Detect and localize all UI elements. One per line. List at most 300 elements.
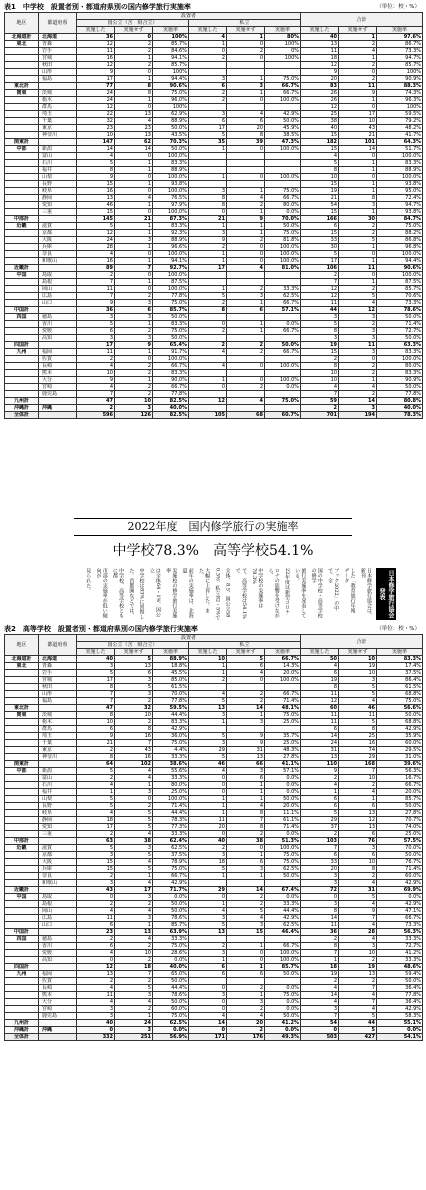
value-cell: 75.0%	[153, 300, 189, 307]
table2-header-not-done: 実施せず	[339, 649, 377, 656]
prefecture-cell: 鳥取	[39, 894, 77, 901]
value-cell: 2	[339, 391, 377, 398]
value-cell: 12	[77, 41, 115, 48]
value-cell: 100.0%	[265, 363, 301, 370]
area-cell	[5, 915, 39, 922]
value-cell: 42.9%	[377, 1006, 423, 1013]
value-cell: 0.0%	[153, 894, 189, 901]
value-cell: 7	[301, 1013, 339, 1020]
prefecture-cell: 長崎	[39, 985, 77, 992]
value-cell: 86.7%	[377, 41, 423, 48]
value-cell: 2	[115, 803, 153, 810]
value-cell: 0	[115, 104, 153, 111]
value-cell	[265, 391, 301, 398]
prefecture-cell: 滋賀	[39, 845, 77, 852]
value-cell: 71.4%	[153, 803, 189, 810]
value-cell: 4	[227, 195, 265, 202]
value-cell: 100.0%	[153, 356, 189, 363]
value-cell: 1	[115, 97, 153, 104]
area-cell: 中国計	[5, 929, 39, 936]
value-cell: 17	[301, 258, 339, 265]
value-cell: 14	[227, 705, 265, 712]
prefecture-cell	[39, 838, 77, 845]
value-cell	[227, 391, 265, 398]
value-cell: 4	[339, 48, 377, 55]
value-cell: 1	[115, 167, 153, 174]
value-cell: 90.6%	[153, 83, 189, 90]
value-cell: 3	[301, 901, 339, 908]
value-cell: 3	[227, 719, 265, 726]
value-cell: 83.3%	[377, 656, 423, 663]
table1-header-done: 実施した	[301, 27, 339, 34]
value-cell: 9	[227, 216, 265, 223]
value-cell: 88.9%	[153, 237, 189, 244]
value-cell: 2	[115, 978, 153, 985]
value-cell: 100.0%	[153, 174, 189, 181]
value-cell	[227, 69, 265, 76]
value-cell: 2	[189, 90, 227, 97]
value-cell: 4	[189, 1013, 227, 1020]
table2-body	[5, 656, 423, 1041]
value-cell: 40	[77, 656, 115, 663]
value-cell: 0.0%	[377, 894, 423, 901]
value-cell: 102	[115, 761, 153, 768]
value-cell: 4	[227, 265, 265, 272]
value-cell: 50.0%	[377, 978, 423, 985]
prefecture-cell: 京都	[39, 852, 77, 859]
table-row	[5, 957, 423, 964]
area-cell	[5, 286, 39, 293]
value-cell: 3	[227, 768, 265, 775]
value-cell: 45.5%	[153, 670, 189, 677]
value-cell: 66.7%	[153, 873, 189, 880]
value-cell: 100.0%	[153, 286, 189, 293]
value-cell: 59	[301, 398, 339, 405]
area-cell: 九州	[5, 349, 39, 356]
value-cell: 3	[189, 111, 227, 118]
value-cell: 0.0%	[265, 1006, 301, 1013]
value-cell: 44	[339, 1020, 377, 1027]
value-cell: 5	[115, 656, 153, 663]
table1-header-rate: 実施率	[265, 27, 301, 34]
value-cell: 103	[301, 838, 339, 845]
value-cell: 11	[189, 817, 227, 824]
value-cell: 25.0%	[377, 831, 423, 838]
prefecture-cell: 茨城	[39, 90, 77, 97]
area-cell	[5, 328, 39, 335]
value-cell: 76.5%	[153, 195, 189, 202]
value-cell: 46	[189, 761, 227, 768]
table-row	[5, 90, 423, 97]
value-cell: 40	[301, 125, 339, 132]
value-cell: 85.7%	[377, 796, 423, 803]
area-cell	[5, 852, 39, 859]
value-cell: 20	[227, 1020, 265, 1027]
value-cell: 2	[227, 985, 265, 992]
value-cell: 44.4%	[265, 908, 301, 915]
table-row	[5, 1013, 423, 1020]
article-text-column: 22年度は新型コロナ	[283, 568, 290, 615]
value-cell: 1	[339, 55, 377, 62]
table-row	[5, 104, 423, 111]
value-cell: 11	[339, 712, 377, 719]
value-cell: 5	[339, 293, 377, 300]
value-cell: 8	[77, 684, 115, 691]
value-cell: 0	[115, 34, 153, 41]
value-cell: 24	[77, 237, 115, 244]
table-row	[5, 41, 423, 48]
value-cell: 33	[301, 237, 339, 244]
value-cell: 0	[115, 174, 153, 181]
article-text-column: は全体64・1%、国公立	[148, 568, 161, 618]
article-text-column: 中学校、高等学校ともに都	[111, 568, 125, 618]
area-cell: 東北	[5, 41, 39, 48]
area-cell	[5, 1006, 39, 1013]
value-cell: 6	[77, 922, 115, 929]
area-cell	[5, 803, 39, 810]
value-cell: 100.0%	[265, 957, 301, 964]
value-cell: 68.8%	[377, 691, 423, 698]
prefecture-cell: 兵庫	[39, 244, 77, 251]
table-row	[5, 915, 423, 922]
area-cell	[5, 111, 39, 118]
value-cell: 93.8%	[377, 209, 423, 216]
value-cell: 0	[339, 69, 377, 76]
value-cell: 66	[227, 761, 265, 768]
value-cell: 11	[301, 48, 339, 55]
value-cell: 90.6%	[377, 265, 423, 272]
table-row	[5, 349, 423, 356]
prefecture-cell: 三重	[39, 209, 77, 216]
value-cell: 40.0%	[377, 405, 423, 412]
value-cell: 12	[77, 230, 115, 237]
value-cell: 85.7%	[153, 62, 189, 69]
value-cell: 13	[189, 929, 227, 936]
area-cell: 九州計	[5, 398, 39, 405]
table-row	[5, 335, 423, 342]
value-cell: 66.7%	[377, 782, 423, 789]
value-cell: 60.0%	[377, 740, 423, 747]
table1-title	[4, 2, 422, 12]
prefecture-cell: 福島	[39, 76, 77, 83]
article-text-column: 旅行実施率を発表している。	[294, 568, 307, 618]
value-cell: 2	[115, 698, 153, 705]
value-cell: 13	[189, 705, 227, 712]
value-cell: 50.0%	[377, 852, 423, 859]
value-cell: 94.4%	[153, 76, 189, 83]
value-cell: 9	[301, 69, 339, 76]
value-cell: 3	[339, 943, 377, 950]
value-cell: 10	[77, 132, 115, 139]
value-cell: 62.5%	[265, 293, 301, 300]
value-cell: 37.5%	[153, 852, 189, 859]
value-cell: 7	[339, 999, 377, 1006]
value-cell: 83.3%	[153, 370, 189, 377]
area-cell	[5, 384, 39, 391]
prefecture-cell	[39, 929, 77, 936]
prefecture-cell: 千葉	[39, 118, 77, 125]
value-cell: 100.0%	[153, 153, 189, 160]
value-cell: 3	[115, 237, 153, 244]
value-cell: 9	[77, 69, 115, 76]
value-cell: 66.7%	[265, 349, 301, 356]
value-cell: 2	[189, 244, 227, 251]
value-cell: 251	[115, 1034, 153, 1041]
value-cell: 2	[77, 272, 115, 279]
value-cell: 100.0%	[265, 174, 301, 181]
value-cell: 1	[115, 873, 153, 880]
table-row	[5, 223, 423, 230]
article-body	[56, 568, 396, 620]
value-cell: 11	[339, 265, 377, 272]
value-cell: 4	[189, 363, 227, 370]
value-cell: 4	[115, 768, 153, 775]
value-cell	[227, 167, 265, 174]
value-cell: 96.8%	[377, 244, 423, 251]
value-cell: 7	[301, 950, 339, 957]
prefecture-cell: 徳島	[39, 936, 77, 943]
value-cell	[265, 153, 301, 160]
table-row	[5, 747, 423, 754]
value-cell: 83.3%	[153, 321, 189, 328]
table-row	[5, 803, 423, 810]
value-cell: 90.0%	[153, 377, 189, 384]
value-cell: 14	[301, 915, 339, 922]
value-cell: 75.0%	[153, 1013, 189, 1020]
table-row	[5, 684, 423, 691]
prefecture-cell: 和歌山	[39, 880, 77, 887]
value-cell: 40	[301, 34, 339, 41]
area-cell	[5, 880, 39, 887]
value-cell: 42.9%	[153, 880, 189, 887]
value-cell: 15	[301, 349, 339, 356]
value-cell: 4	[77, 999, 115, 1006]
prefecture-cell: 佐賀	[39, 356, 77, 363]
value-cell: 28	[339, 929, 377, 936]
value-cell: 1	[227, 712, 265, 719]
value-cell: 50.0%	[377, 314, 423, 321]
value-cell: 10	[301, 174, 339, 181]
value-cell: 3	[115, 405, 153, 412]
value-cell: 56.3%	[377, 768, 423, 775]
value-cell: 7	[339, 985, 377, 992]
value-cell: 4	[115, 936, 153, 943]
area-cell: 沖縄計	[5, 405, 39, 412]
value-cell	[265, 726, 301, 733]
value-cell: 5	[189, 754, 227, 761]
value-cell: 1	[339, 209, 377, 216]
value-cell: 50.0%	[377, 803, 423, 810]
value-cell: 7	[77, 698, 115, 705]
prefecture-cell: 兵庫	[39, 866, 77, 873]
value-cell: 0.0%	[153, 957, 189, 964]
value-cell: 4	[189, 908, 227, 915]
value-cell: 1	[115, 223, 153, 230]
value-cell: 7	[339, 915, 377, 922]
prefecture-cell: 福井	[39, 167, 77, 174]
value-cell: 0	[189, 775, 227, 782]
table1-body	[5, 34, 423, 419]
value-cell: 54	[301, 1020, 339, 1027]
prefecture-cell: 高知	[39, 335, 77, 342]
value-cell: 66.7%	[265, 943, 301, 950]
value-cell: 1	[189, 258, 227, 265]
value-cell: 3	[77, 852, 115, 859]
prefecture-cell: 神奈川	[39, 132, 77, 139]
value-cell	[189, 684, 227, 691]
value-cell: 9	[339, 908, 377, 915]
table-row	[5, 244, 423, 251]
area-cell	[5, 810, 39, 817]
table1	[4, 12, 423, 419]
value-cell: 24	[77, 90, 115, 97]
article-text-column: 実施校の修学旅行実施率	[165, 568, 178, 618]
value-cell: 71.4%	[377, 866, 423, 873]
value-cell: 2	[189, 97, 227, 104]
prefecture-cell: 鹿児島	[39, 1013, 77, 1020]
value-cell: 95.0%	[377, 188, 423, 195]
value-cell: 0.0%	[265, 209, 301, 216]
value-cell: 2	[115, 901, 153, 908]
value-cell: 7	[115, 971, 153, 978]
value-cell	[227, 936, 265, 943]
value-cell: 60.0%	[153, 1006, 189, 1013]
value-cell: 71.4%	[265, 698, 301, 705]
table-row	[5, 985, 423, 992]
area-cell	[5, 740, 39, 747]
table-row	[5, 810, 423, 817]
value-cell: 3	[339, 845, 377, 852]
value-cell: 3	[227, 293, 265, 300]
value-cell: 6	[77, 726, 115, 733]
value-cell: 4	[115, 999, 153, 1006]
value-cell: 13	[227, 754, 265, 761]
prefecture-cell: 石川	[39, 160, 77, 167]
table-row	[5, 356, 423, 363]
table-row	[5, 69, 423, 76]
table-row	[5, 838, 423, 845]
value-cell: 9	[227, 740, 265, 747]
area-cell	[5, 866, 39, 873]
prefecture-cell: 鳥取	[39, 272, 77, 279]
value-cell: 56.9%	[153, 1034, 189, 1041]
value-cell: 46.4%	[265, 929, 301, 936]
value-cell: 3	[339, 314, 377, 321]
value-cell: 12	[301, 698, 339, 705]
value-cell: 50.0%	[377, 335, 423, 342]
table1-header-founder: 設置者	[77, 13, 301, 20]
value-cell: 12	[301, 286, 339, 293]
value-cell: 2	[77, 356, 115, 363]
prefecture-cell: 福岡	[39, 971, 77, 978]
table-row	[5, 705, 423, 712]
value-cell	[265, 69, 301, 76]
value-cell: 33.3%	[153, 775, 189, 782]
value-cell: 25	[301, 111, 339, 118]
prefecture-cell: 大阪	[39, 237, 77, 244]
table-row	[5, 831, 423, 838]
value-cell: 3	[227, 999, 265, 1006]
area-cell	[5, 691, 39, 698]
value-cell: 5	[77, 796, 115, 803]
area-cell	[5, 901, 39, 908]
area-cell: 北海道計	[5, 656, 39, 663]
value-cell: 75.0%	[153, 943, 189, 950]
value-cell: 2	[115, 943, 153, 950]
value-cell: 5	[301, 160, 339, 167]
value-cell: 9	[77, 300, 115, 307]
prefecture-cell	[39, 705, 77, 712]
table1-header-done: 実施した	[189, 27, 227, 34]
value-cell	[227, 978, 265, 985]
value-cell: 19	[301, 188, 339, 195]
value-cell: 596	[77, 412, 115, 419]
value-cell: 1	[189, 810, 227, 817]
value-cell: 44.4%	[153, 712, 189, 719]
value-cell: 36.4%	[377, 985, 423, 992]
value-cell: 17	[77, 76, 115, 83]
value-cell	[265, 936, 301, 943]
value-cell: 6	[77, 328, 115, 335]
prefecture-cell: 山口	[39, 922, 77, 929]
value-cell: 1	[189, 957, 227, 964]
value-cell: 11	[339, 83, 377, 90]
area-cell	[5, 789, 39, 796]
value-cell: 8	[301, 908, 339, 915]
value-cell: 32	[115, 705, 153, 712]
value-cell: 5	[77, 321, 115, 328]
value-cell: 2	[339, 978, 377, 985]
value-cell: 13	[115, 929, 153, 936]
value-cell: 11	[77, 48, 115, 55]
table-row	[5, 992, 423, 999]
value-cell: 10	[77, 370, 115, 377]
prefecture-cell	[39, 412, 77, 419]
prefecture-cell: 宮城	[39, 677, 77, 684]
prefecture-cell: 長野	[39, 803, 77, 810]
area-cell	[5, 258, 39, 265]
value-cell	[189, 181, 227, 188]
value-cell: 0.0%	[265, 1027, 301, 1034]
value-cell: 48.6%	[377, 964, 423, 971]
value-cell: 2	[339, 363, 377, 370]
value-cell: 42.9%	[377, 880, 423, 887]
value-cell: 57.1%	[265, 768, 301, 775]
value-cell: 42.9%	[265, 915, 301, 922]
value-cell: 63.9%	[153, 929, 189, 936]
value-cell: 2	[189, 677, 227, 684]
table-row	[5, 342, 423, 349]
value-cell: 7	[77, 293, 115, 300]
value-cell: 13	[339, 824, 377, 831]
value-cell: 29.5%	[377, 747, 423, 754]
prefecture-cell: 広島	[39, 293, 77, 300]
value-cell: 5	[339, 1013, 377, 1020]
value-cell: 5	[189, 922, 227, 929]
table-row	[5, 796, 423, 803]
value-cell: 4	[301, 663, 339, 670]
value-cell: 0	[115, 251, 153, 258]
value-cell: 0	[189, 209, 227, 216]
value-cell: 59.4%	[377, 971, 423, 978]
prefecture-cell	[39, 1034, 77, 1041]
value-cell: 0	[301, 894, 339, 901]
table-row	[5, 321, 423, 328]
prefecture-cell: 岐阜	[39, 188, 77, 195]
value-cell	[189, 69, 227, 76]
value-cell: 9	[77, 377, 115, 384]
value-cell: 2	[301, 356, 339, 363]
